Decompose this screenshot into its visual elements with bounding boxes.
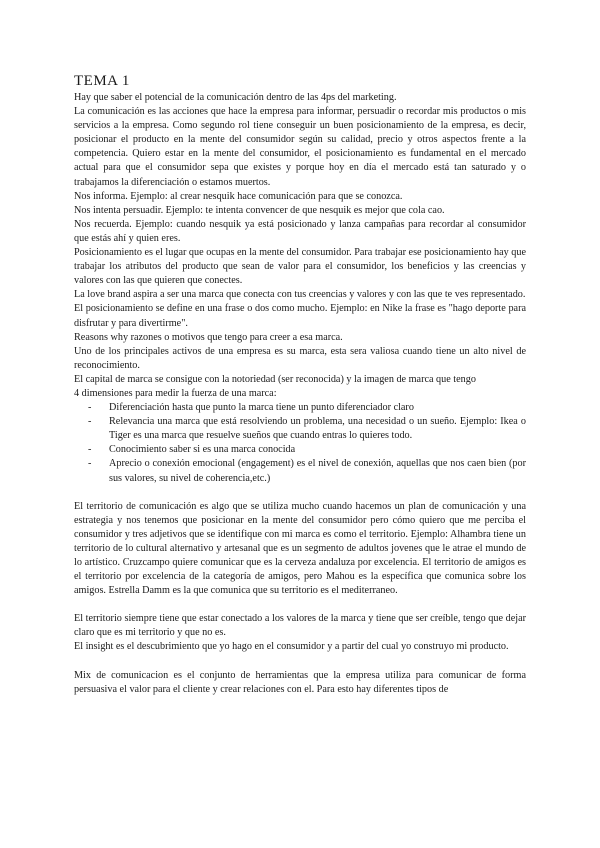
list-item: - Diferenciación hasta que punto la marca tiene un punto diferenciador claro bbox=[109, 401, 526, 415]
document-page bbox=[74, 72, 526, 697]
spacer bbox=[74, 655, 526, 669]
list-item: - Aprecio o conexión emocional (engagement) es el nivel de conexión, aquellas que nos caen bien (por sus valores, su nivel de coherencia,etc.) bbox=[109, 457, 526, 485]
list-item: - Conocimiento saber si es una marca conocida bbox=[109, 443, 526, 457]
dimensions-list bbox=[74, 401, 526, 486]
paragraph-positioning-phrase: El posicionamiento se define en una frase o dos como mucho. Ejemplo: en Nike la frase es "hago deporte para disfrutar y para divertirme". bbox=[74, 303, 526, 329]
document-title: TEMA 1 bbox=[74, 73, 130, 89]
paragraph-4ps: Hay que saber el potencial de la comunicación dentro de las 4ps del marketing. bbox=[74, 92, 397, 103]
paragraph-brand-capital: El capital de marca se consigue con la notoriedad (ser reconocida) y la imagen de marca que tengo bbox=[74, 373, 476, 385]
paragraph-insight: El insight es el descubrimiento que yo hago en el consumidor y a partir del cual yo construyo mi producto. bbox=[74, 641, 509, 653]
spacer bbox=[74, 486, 526, 500]
paragraph-communication-definition: La comunicación es las acciones que hace la empresa para informar, persuadir o recordar mis productos o mis servicios a la empresa. Como segundo rol tiene conseguir un buen posicionamiento de la empresa, es decir, posicionar el producto en la mente del consumidor según su calidad, precio y otros aspectos frente a la competencia. Quiero estar en la mente del consumidor, el posicionamiento es fundamental en el mercado actual para que el consumidor sepa que existes y porque hoy en día el mercado está tan saturado y o trabajamos la diferenciación o estamos muertos. bbox=[74, 106, 526, 188]
list-item: - Relevancia una marca que está resolviendo un problema, una necesidad o un sueño. Ejemplo: Ikea o Tiger es una marca que resuelve sueños que cuando entras lo quieres todo. bbox=[109, 415, 526, 443]
paragraph-persuades: Nos intenta persuadir. Ejemplo: te intenta convencer de que nesquik es mejor que cola cao. bbox=[74, 204, 445, 216]
paragraph-territory-values: El territorio siempre tiene que estar conectado a los valores de la marca y tiene que ser creíble, tengo que dejar claro que es mi territorio y que no es. bbox=[74, 613, 526, 639]
paragraph-reminds: Nos recuerda. Ejemplo: cuando nesquik ya está posicionado y lanza campañas para recordar al consumidor que estás ahí y quien eres. bbox=[74, 218, 526, 244]
paragraph-dimensions-intro: 4 dimensiones para medir la fuerza de una marca: bbox=[74, 387, 277, 399]
paragraph-reasons-why: Reasons why razones o motivos que tengo para creer a esa marca. bbox=[74, 331, 343, 343]
paragraph-informs: Nos informa. Ejemplo: al crear nesquik hace comunicación para que se conozca. bbox=[74, 190, 403, 202]
paragraph-love-brand: La love brand aspira a ser una marca que conecta con tus creencias y valores y con las que te ves representado. bbox=[74, 289, 526, 301]
spacer bbox=[74, 598, 526, 612]
paragraph-territory: El territorio de comunicación es algo que se utiliza mucho cuando hacemos un plan de comunicación y una estrategia y nos tenemos que posicionar en la mente del consumidor pero cómo quiero que me perciba el consumidor y tres adjetivos que se identifique con mi marca es como el territorio. Ejemplo: Alhambra tiene un territorio de lo cultural alternativo y artesanal que es un segmento de adultos jovenes que le atrae el mundo de lo artístico. Cruzcampo quiere comunicar que es la cerveza andaluza por excelencia. El territorio de amigos es el territorio por excelencia de la categoría de amigos, pero Mahou es la específica que comunica sobre los amigos. Estrella Damm es la que comunica que su territorio es el mediterraneo. bbox=[74, 500, 526, 597]
paragraph-brand-asset: Uno de los principales activos de una empresa es su marca, esta sera valiosa cuando tiene un alto nivel de reconocimiento. bbox=[74, 345, 526, 371]
paragraph-communication-mix: Mix de comunicacion es el conjunto de herramientas que la empresa utiliza para comunicar de forma persuasiva el valor para el cliente y crear relaciones con el. Para esto hay diferentes tipos de bbox=[74, 669, 526, 695]
paragraph-positioning: Posicionamiento es el lugar que ocupas en la mente del consumidor. Para trabajar ese posicionamiento hay que trabajar los atributos del producto que sean de valor para el consumidor, los beneficios y las creencias y valores con las que quieren que conectes. bbox=[74, 247, 526, 287]
